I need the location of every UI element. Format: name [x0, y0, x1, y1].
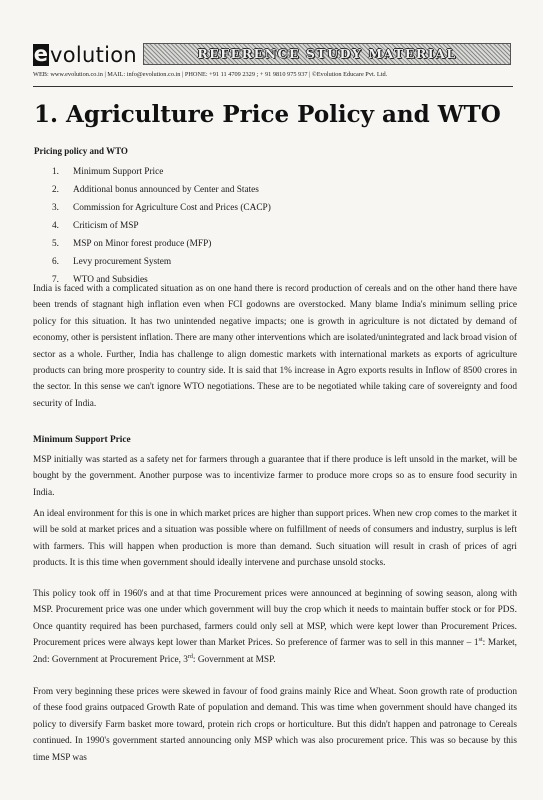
intro-paragraph: India is faced with a complicated situation as on one hand there is record production of cereals and on the other hand there have been trends of stagnant high inflation even when FCI godowns are overstocked. Many blame India's minimum selling price policy for this situation. It has two unintended negative impacts; one is growth in agriculture is not dictated by demand of economy, other is persistent inflation. There are many other interventions which are isolated/unintegrated and lack broad vision of sector as a whole. Further, India has challenge to align domestic markets with international markets as exports of agriculture products can bring more prosperity to country side. It is said that 1% increase in Agro exports results in Inflow of 8500 crores in the sector. In this sense we can't ignore WTO negotiations. These are to be negotiated while taking care of sovereignty and food security of India. [33, 284, 517, 409]
msp-paragraph-4: From very beginning these prices were skewed in favour of food grains mainly Rice and Wheat. Soon growth rate of production of these food grains outpaced Growth Rate of population and demand. This was time when government should have changed its policy to diversify Farm basket more toward, protein rich crops or horticulture. But this didn't happen and patronage to Cereals continued. In 1990's government started announcing only MSP which was also procurement price. This was so because by this time MSP was [33, 687, 517, 763]
logo-text: volution [50, 43, 138, 67]
list-item: 2. Additional bonus announced by Center and States [52, 185, 259, 195]
list-item: 4. Criticism of MSP [52, 221, 139, 231]
evolution-logo [33, 42, 139, 68]
topic-list [52, 163, 472, 289]
logo-mark: e [33, 42, 49, 66]
msp-paragraph-1: MSP initially was started as a safety net for farmers through a guarantee that if there produce is left unsold in the market, will be bought by the government. Another purpose was to incentivize farmer to produce more crops so as to ensure food security in India. [33, 455, 517, 498]
banner-text: REFERENCE STUDY MATERIAL [197, 46, 457, 61]
list-item: 5. MSP on Minor forest produce (MFP) [52, 239, 212, 249]
msp-paragraph-2: An ideal environment for this is one in which market prices are higher than support prices. When new crop comes to the market it will be sold at market prices and a situation was possible where on fulfillment of needs of consumers and industry, surplus is left with farmers. This will happen when production is more than demand. Such situation will result in crash of prices of agri products. It is this time when government should ideally intervene and purchase unsold stocks. [33, 509, 517, 569]
list-item: 7. WTO and Subsidies [52, 275, 148, 285]
page-title: 1. Agriculture Price Policy and WTO [34, 101, 501, 128]
list-item: 6. Levy procurement System [52, 257, 172, 267]
document-header [33, 40, 513, 76]
contact-line: WEB: www.evolution.co.in | MAIL: info@evolution.co.in | PHONE: +91 11 4709 2329 ; + 91 9810 975 937 | ©Evolution Educare Pvt. Ltd. [33, 71, 388, 78]
list-item: 1. Minimum Support Price [52, 167, 164, 177]
msp-paragraph-3: This policy took off in 1960's and at that time Procurement prices were announced at beginning of sowing season, along with MSP. Procurement price was one under which government will buy the crop which it needs to maintain buffer stock or for PDS. Once quantity required has been purchased, farmers could only sell at MSP, which were kept lower than Procurement Prices. Procurement prices were always kept lower than Market Prices. So preference of farmer was to sell in this manner – 1st: Market, 2nd: Government at Procurement Price, 3rd: Government at MSP. [33, 589, 518, 665]
reference-banner [143, 43, 511, 65]
list-item: 3. Commission for Agriculture Cost and Prices (CACP) [52, 203, 271, 213]
msp-heading: Minimum Support Price [33, 435, 131, 445]
section-subtitle: Pricing policy and WTO [34, 146, 128, 156]
header-divider [33, 86, 513, 87]
